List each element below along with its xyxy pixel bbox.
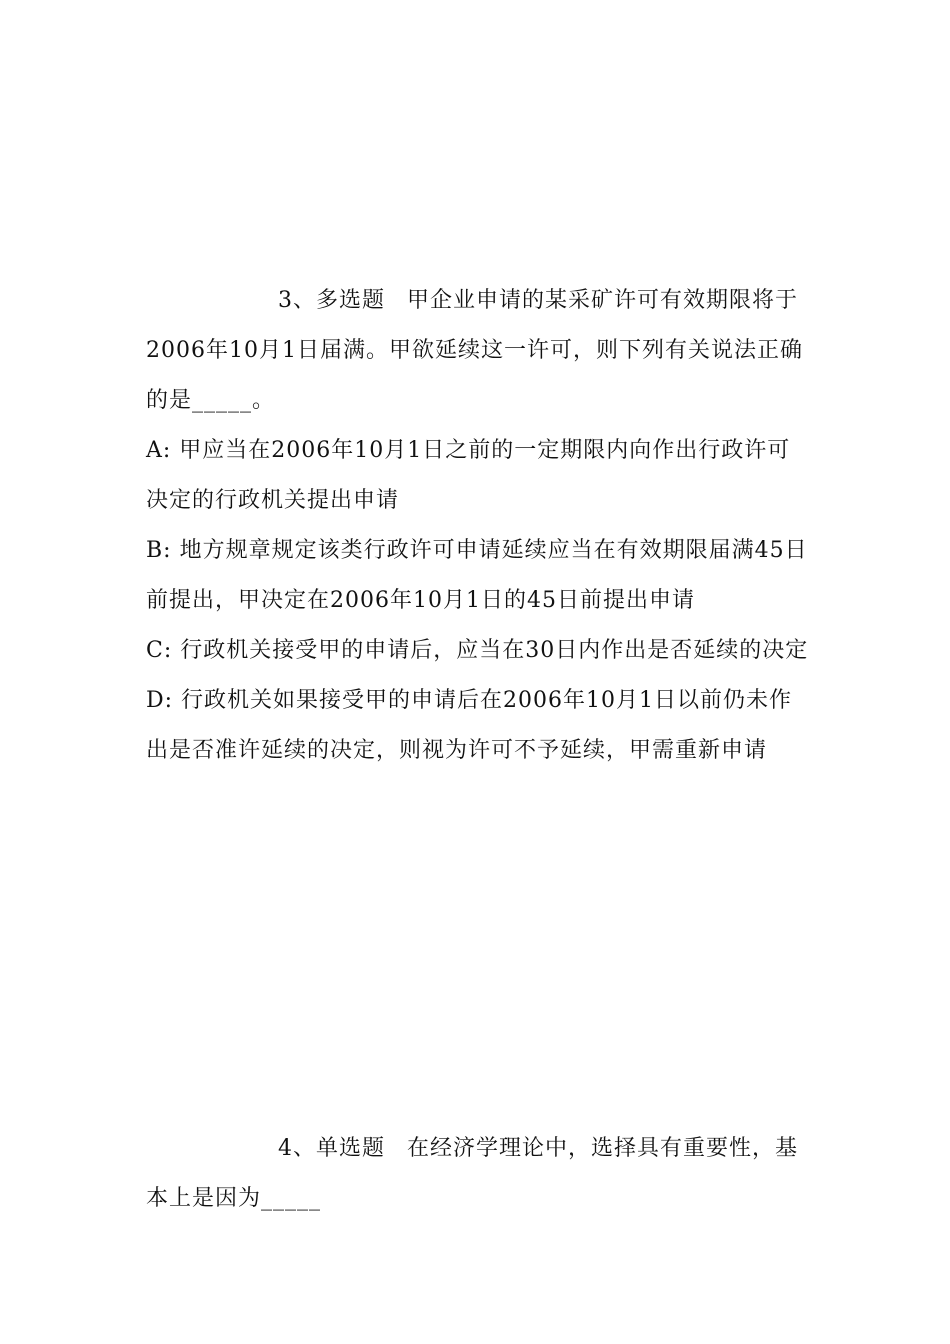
option-a: A: 甲应当在2006年10月1日之前的一定期限内向作出行政许可决定的行政机关提出申请 [146,438,791,513]
question-4-text: 在经济学理论中，选择具有重要性，基本上是因为_____ [146,1136,799,1211]
question-4-number: 4、单选题 [278,1136,385,1161]
question-3-stem [146,276,810,426]
question-4-stem [146,1124,810,1224]
option-b: B: 地方规章规定该类行政许可申请延续应当在有效期限届满45日前提出，甲决定在2006年10月1日的45日前提出申请 [146,538,808,613]
option-d: D: 行政机关如果接受甲的申请后在2006年10月1日以前仍未作出是否准许延续的决定，则视为许可不予延续，甲需重新申请 [146,688,793,763]
question-3-text: 甲企业申请的某采矿许可有效期限将于2006年10月1日届满。甲欲延续这一许可，则下列有关说法正确的是_____。 [146,288,803,413]
question-3 [146,276,810,776]
question-4 [146,1124,810,1224]
option-c: C: 行政机关接受甲的申请后，应当在30日内作出是否延续的决定 [146,638,809,663]
question-3-number: 3、多选题 [278,288,385,313]
